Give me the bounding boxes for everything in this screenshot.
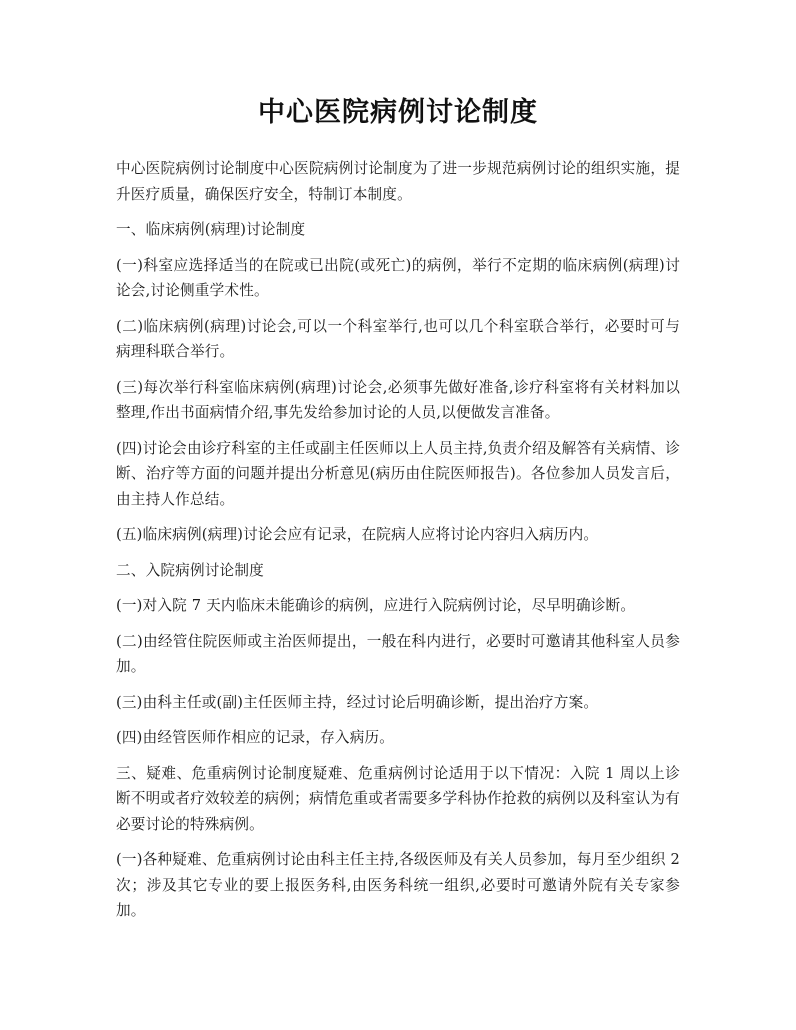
intro-paragraph: 中心医院病例讨论制度中心医院病例讨论制度为了进一步规范病例讨论的组织实施，提升医疗质量，确保医疗安全，特制订本制度。 [116, 160, 680, 203]
admission-item-4: (四)由经管医师作相应的记录，存入病历。 [116, 729, 395, 746]
difficult-item-1: (一)各种疑难、危重病例讨论由科主任主持,各级医师及有关人员参加，每月至少组织 2 次；涉及其它专业的要上报医务科,由医务科统一组织,必要时可邀请外院有关专家参加。 [116, 851, 680, 919]
clinical-item-3: (三)每次举行科室临床病例(病理)讨论会,必须事先做好准备,诊疗科室将有关材料加以整理,作出书面病情介绍,事先发给参加讨论的人员,以便做发言准备。 [116, 378, 680, 421]
section-heading-difficult-critical-case-discussion: 三、疑难、危重病例讨论制度疑难、危重病例讨论适用于以下情况：入院 1 周以上诊断不明或者疗效较差的病例；病情危重或者需要多学科协作抢救的病例以及科室认为有必要讨论的特殊病例。 [116, 764, 680, 833]
section-heading-admission-case-discussion: 二、入院病例讨论制度 [116, 561, 264, 579]
section-heading-clinical-case-discussion: 一、临床病例(病理)讨论制度 [116, 221, 306, 238]
clinical-item-4: (四)讨论会由诊疗科室的主任或副主任医师以上人员主持,负责介绍及解答有关病情、诊断、治疗等方面的问题并提出分析意见(病历由住院医师报告)。各位参加人员发言后，由主持人作总结。 [116, 439, 680, 508]
clinical-item-1: (一)科室应选择适当的在院或已出院(或死亡)的病例，举行不定期的临床病例(病理)讨论会,讨论侧重学术性。 [116, 256, 680, 299]
clinical-item-2: (二)临床病例(病理)讨论会,可以一个科室举行,也可以几个科室联合举行，必要时可与病理科联合举行。 [116, 317, 680, 360]
clinical-item-5: (五)临床病例(病理)讨论会应有记录，在院病人应将讨论内容归入病历内。 [116, 526, 599, 543]
admission-item-2: (二)由经管住院医师或主治医师提出，一般在科内进行，必要时可邀请其他科室人员参加。 [116, 632, 680, 675]
admission-item-3: (三)由科主任或(副)主任医师主持，经过讨论后明确诊断，提出治疗方案。 [116, 693, 599, 711]
document-title: 中心医院病例讨论制度 [258, 97, 538, 128]
admission-item-1: (一)对入院 7 天内临床未能确诊的病例，应进行入院病例讨论，尽早明确诊断。 [116, 597, 636, 614]
